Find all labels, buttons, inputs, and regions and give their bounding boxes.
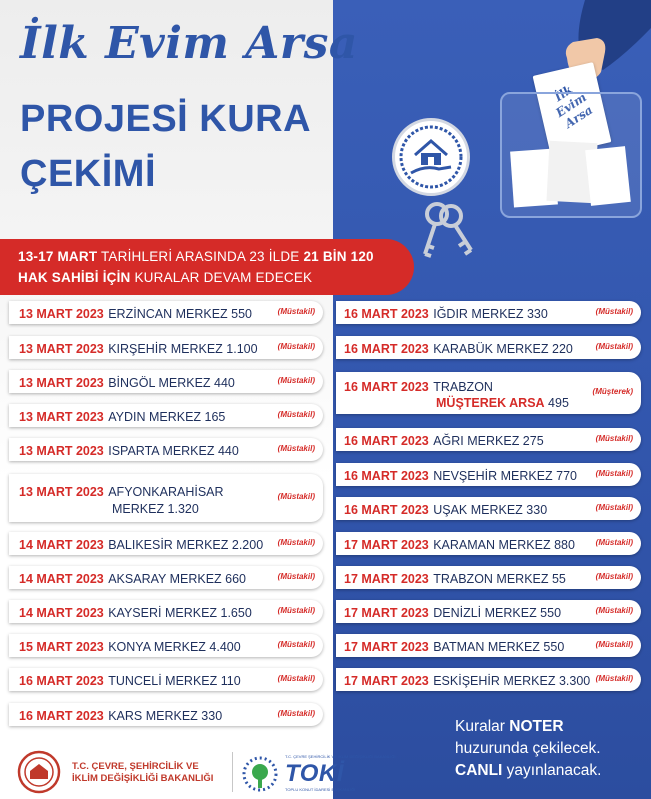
list-item <box>336 532 641 555</box>
banner-line-2 <box>18 270 312 285</box>
lottery-type: (Müstakil) <box>277 605 315 615</box>
lottery-place: TRABZON MERKEZ 55 <box>433 572 566 586</box>
lottery-date: 14 MART 2023 <box>19 572 104 586</box>
list-item <box>336 463 641 486</box>
lottery-place: TRABZON <box>433 380 493 394</box>
list-item <box>336 336 641 359</box>
ministry-seal-icon <box>14 749 64 795</box>
list-item <box>9 370 323 393</box>
toki-emblem-icon <box>238 752 282 796</box>
lottery-type: (Müstakil) <box>277 409 315 419</box>
lottery-date: 15 MART 2023 <box>19 640 104 654</box>
lottery-type: (Müstakil) <box>595 639 633 649</box>
lottery-place: ESKİŞEHİR MERKEZ 3.300 <box>433 674 591 688</box>
banner-line-1 <box>18 249 374 264</box>
lottery-place: ERZİNCAN MERKEZ 550 <box>108 307 252 321</box>
lottery-type: (Müstakil) <box>277 306 315 316</box>
toki-small-top: T.C. ÇEVRE ŞEHİRCİLİK VE İKLİM DEĞİŞİKLİĞİ BAKANLIĞI <box>285 754 396 759</box>
lottery-date: 17 MART 2023 <box>344 640 429 654</box>
lottery-place: KARABÜK MERKEZ 220 <box>433 342 573 356</box>
lottery-type: (Müstakil) <box>595 306 633 316</box>
lottery-place-cont: 495 <box>544 396 569 410</box>
list-item <box>9 532 323 555</box>
banner-date-range: 13-17 MART <box>18 249 98 264</box>
ballot-card-text: İlk Evim Arsa <box>551 82 596 131</box>
lottery-place: KARS MERKEZ 330 <box>108 709 223 723</box>
lottery-type: (Müstakil) <box>595 502 633 512</box>
lottery-place: BİNGÖL MERKEZ 440 <box>108 376 235 390</box>
lottery-type: (Müşterek) <box>592 387 633 396</box>
title-script: İlk Evim Arsa <box>20 18 358 69</box>
lottery-place: KARAMAN MERKEZ 880 <box>433 538 575 552</box>
lottery-place: KAYSERİ MERKEZ 1.650 <box>108 606 252 620</box>
list-item <box>9 301 323 324</box>
list-item <box>9 474 323 522</box>
ministry-name <box>72 761 213 785</box>
lottery-date: 13 MART 2023 <box>19 410 104 424</box>
list-item <box>336 372 641 414</box>
list-item <box>336 634 641 657</box>
lottery-place: DENİZLİ MERKEZ 550 <box>433 606 562 620</box>
lottery-place-cont: MERKEZ 1.320 <box>112 502 199 516</box>
lottery-type: (Müstakil) <box>595 433 633 443</box>
lottery-type: (Müstakil) <box>595 341 633 351</box>
list-item <box>9 404 323 427</box>
lottery-date: 16 MART 2023 <box>344 434 429 448</box>
lottery-date: 16 MART 2023 <box>19 674 104 688</box>
list-item <box>9 600 323 623</box>
banner-beneficiary: HAK SAHİBİ İÇİN <box>18 270 131 285</box>
lottery-type: (Müstakil) <box>595 571 633 581</box>
lottery-date: 13 MART 2023 <box>19 444 104 458</box>
banner-text-1: TARİHLERİ ARASINDA 23 İLDE <box>97 249 304 264</box>
lottery-type: (Müstakil) <box>277 673 315 683</box>
lottery-date: 17 MART 2023 <box>344 606 429 620</box>
lottery-place: BATMAN MERKEZ 550 <box>433 640 565 654</box>
ministry-line-2: İKLİM DEĞİŞİKLİĞİ BAKANLIĞI <box>72 773 214 784</box>
lottery-place: TUNCELİ MERKEZ 110 <box>108 674 241 688</box>
list-item <box>336 668 641 691</box>
list-item <box>9 703 323 726</box>
lottery-place: UŞAK MERKEZ 330 <box>433 503 548 517</box>
footer-line-2: huzurunda çekilecek. <box>455 740 601 757</box>
lottery-type: (Müstakil) <box>595 673 633 683</box>
list-item <box>336 497 641 520</box>
lottery-date: 16 MART 2023 <box>344 342 429 356</box>
list-item <box>336 301 641 324</box>
banner-text-2: KURALAR DEVAM EDECEK <box>130 270 313 285</box>
logo-divider <box>232 752 233 792</box>
lottery-place: IĞDIR MERKEZ 330 <box>433 307 548 321</box>
lottery-date: 13 MART 2023 <box>19 485 104 499</box>
list-item <box>336 600 641 623</box>
lottery-type: (Müstakil) <box>595 537 633 547</box>
lottery-place: AYDIN MERKEZ 165 <box>108 410 226 424</box>
lottery-type: (Müstakil) <box>277 571 315 581</box>
lottery-place: KIRŞEHİR MERKEZ 1.100 <box>108 342 258 356</box>
lottery-type: (Müstakil) <box>277 492 315 501</box>
lottery-type: (Müstakil) <box>277 708 315 718</box>
lottery-type: (Müstakil) <box>277 341 315 351</box>
lottery-date: 16 MART 2023 <box>344 380 429 394</box>
footer-line-1 <box>455 716 627 738</box>
lottery-place: ISPARTA MERKEZ 440 <box>108 444 239 458</box>
lottery-date: 13 MART 2023 <box>19 376 104 390</box>
ballot-papers-icon <box>508 138 636 216</box>
lottery-place: KONYA MERKEZ 4.400 <box>108 640 241 654</box>
lottery-type: (Müstakil) <box>277 443 315 453</box>
lottery-date: 13 MART 2023 <box>19 342 104 356</box>
title-line-2: PROJESİ KURA <box>20 98 312 140</box>
keys-icon <box>415 192 475 264</box>
lottery-type: (Müstakil) <box>277 537 315 547</box>
toki-small-bottom: TOPLU KONUT İDARESİ BAŞKANLIĞI <box>285 787 356 792</box>
list-item <box>9 566 323 589</box>
info-banner <box>0 239 414 295</box>
list-item <box>9 336 323 359</box>
lottery-date: 14 MART 2023 <box>19 606 104 620</box>
lottery-place-highlight: MÜŞTEREK ARSA <box>436 396 545 410</box>
list-item <box>9 668 323 691</box>
lottery-date: 17 MART 2023 <box>344 674 429 688</box>
lottery-date: 16 MART 2023 <box>344 469 429 483</box>
lottery-date: 17 MART 2023 <box>344 572 429 586</box>
lottery-place: AKSARAY MERKEZ 660 <box>108 572 247 586</box>
list-item <box>9 438 323 461</box>
list-item <box>336 566 641 589</box>
lottery-date: 14 MART 2023 <box>19 538 104 552</box>
lottery-date: 17 MART 2023 <box>344 538 429 552</box>
lottery-date: 13 MART 2023 <box>19 307 104 321</box>
lottery-date: 16 MART 2023 <box>344 307 429 321</box>
lottery-place: AĞRI MERKEZ 275 <box>433 434 544 448</box>
house-badge <box>392 118 470 196</box>
toki-logo-text: TOKİ <box>285 760 344 787</box>
footer-line-3 <box>455 760 627 782</box>
lottery-date: 16 MART 2023 <box>19 709 104 723</box>
footer-text: Kuralar <box>455 718 510 735</box>
lottery-type: (Müstakil) <box>277 375 315 385</box>
list-item <box>336 428 641 451</box>
lottery-place: AFYONKARAHİSAR <box>108 485 224 499</box>
list-item <box>9 634 323 657</box>
footer-canli: CANLI <box>455 762 503 779</box>
lottery-type: (Müstakil) <box>595 468 633 478</box>
title-line-3: ÇEKİMİ <box>20 153 156 195</box>
lottery-type: (Müstakil) <box>277 639 315 649</box>
lottery-place: NEVŞEHİR MERKEZ 770 <box>433 469 578 483</box>
lottery-place: BALIKESİR MERKEZ 2.200 <box>108 538 264 552</box>
ministry-line-1: T.C. ÇEVRE, ŞEHİRCİLİK VE <box>72 761 199 772</box>
banner-count: 21 BİN 120 <box>303 249 374 264</box>
lottery-type: (Müstakil) <box>595 605 633 615</box>
footer-noter: NOTER <box>509 718 564 735</box>
lottery-date: 16 MART 2023 <box>344 503 429 517</box>
footer-text: yayınlanacak. <box>502 762 602 779</box>
house-hand-icon <box>395 121 467 193</box>
